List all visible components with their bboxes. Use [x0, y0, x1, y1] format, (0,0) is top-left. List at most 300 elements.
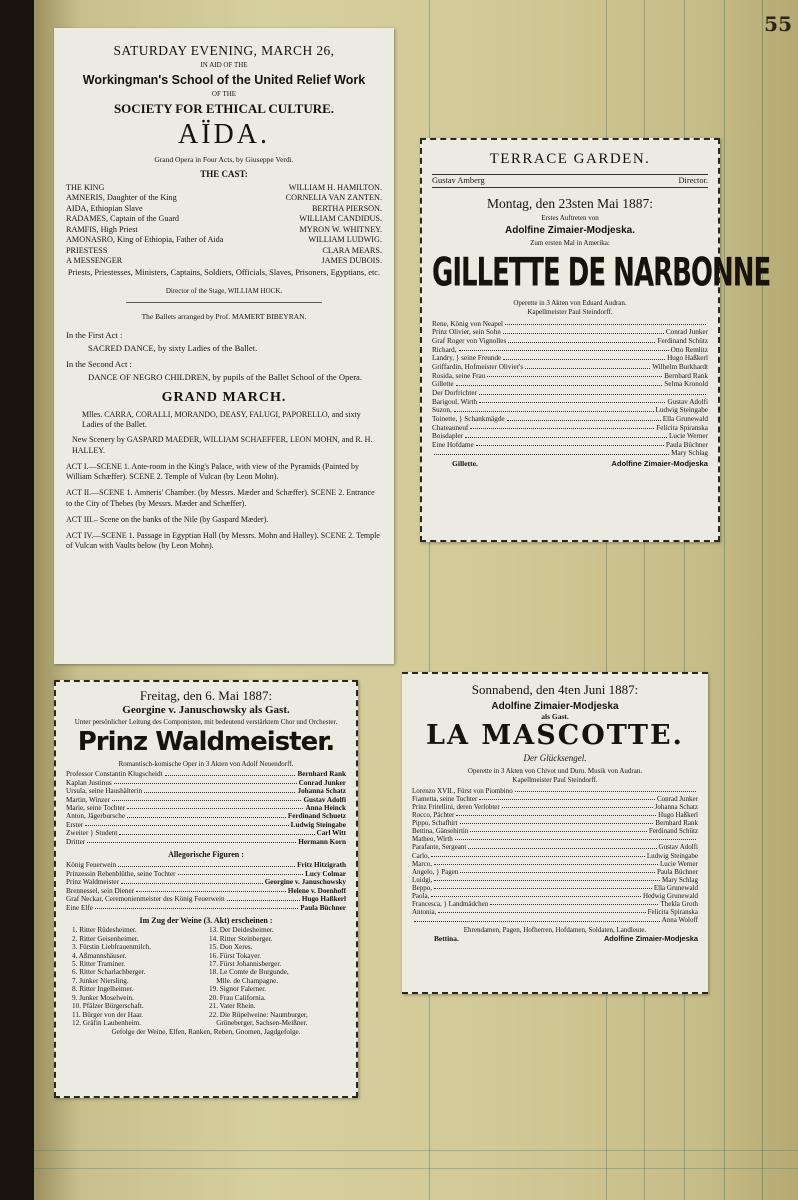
leader-dots	[503, 354, 665, 360]
cast-row	[412, 819, 698, 827]
aida-society: SOCIETY FOR ETHICAL CULTURE.	[113, 101, 335, 117]
prinz-procession: Im Zug der Weine (3. Akt) erscheinen :	[139, 916, 273, 926]
mascotte-conductor: Kapellmeister Paul Steindorff.	[512, 775, 598, 784]
cast-role: Angelo, } Pagen	[412, 867, 459, 876]
leader-dots	[121, 878, 263, 883]
prinz-waldmeister-programme	[54, 680, 358, 1098]
cast-role: Luidgi,	[412, 875, 433, 884]
leader-dots	[87, 838, 296, 843]
procession-item: 10. Pfälzer Bürgerschaft.	[72, 1002, 144, 1011]
divider	[126, 302, 322, 303]
terrace-first-time: Zum ersten Mal in Amerika:	[530, 238, 610, 247]
leader-dots	[476, 441, 664, 447]
procession-item: 9. Junker Moselwein.	[72, 993, 134, 1002]
cast-actor: Paula Büchner	[665, 440, 708, 449]
cast-row	[432, 398, 708, 407]
prinz-title: Prinz Waldmeister.	[77, 727, 335, 758]
procession-item: 20. Frau California.	[209, 993, 266, 1002]
cast-role: PRIESTESS	[66, 245, 108, 255]
mascotte-bettina-row	[412, 935, 698, 944]
cast-row	[432, 389, 708, 398]
cast-actor: Ferdinand Schütz	[648, 827, 698, 836]
cast-role: Paola,	[412, 892, 430, 901]
cast-actor: Conrad Junker	[298, 778, 346, 787]
leader-dots	[414, 916, 660, 921]
leader-dots	[460, 819, 654, 824]
cast-actor: Bernhard Rank	[297, 770, 346, 779]
prinz-subtitle: Romantisch-komische Oper in 3 Akten von Adolf Neuendorff.	[118, 760, 294, 769]
procession-item: 17. Fürst Johannisberger.	[209, 960, 282, 969]
leader-dots	[112, 796, 302, 801]
cast-row	[66, 887, 346, 895]
cast-role: Parafante, Sergeant	[412, 843, 467, 852]
procession-item: 1. Ritter Rüdesheimer.	[72, 926, 137, 935]
terrace-conductor: Kapellmeister Paul Steindorff.	[527, 308, 613, 317]
aida-scenery: New Scenery by GASPARD MAEDER, WILLIAM SCHAEFFER, LEON MOHN, and R. H. HALLEY.	[72, 435, 373, 455]
procession-item: 5. Ritter Traminer.	[72, 960, 126, 969]
leader-dots	[456, 380, 663, 386]
cast-row	[432, 441, 708, 450]
cast-actor: Hugo Haßkerl	[658, 811, 698, 820]
cast-row	[432, 372, 708, 381]
terrace-date: Montag, den 23sten Mai 1887:	[486, 196, 654, 212]
cast-row	[66, 214, 382, 225]
procession-item: Grüneberger, Sachsen-Meißner.	[209, 1019, 308, 1028]
prinz-procession-right	[209, 926, 340, 1027]
terrace-operetta: Operette in 3 Akten von Eduard Audran.	[513, 299, 627, 308]
cast-actor: Bernhard Rank	[655, 819, 698, 828]
cast-row	[66, 204, 382, 215]
cast-row	[432, 337, 708, 346]
aida-ensemble: Priests, Priestesses, Ministers, Captains, Soldiers, Officials, Slaves, Prisoners, Egyptians, etc.	[67, 267, 381, 277]
procession-item: 6. Ritter Scharlachberger.	[72, 968, 146, 977]
mascotte-title: LA MASCOTTE.	[426, 720, 684, 752]
cast-actor: Ella Grunewald	[653, 884, 698, 893]
cast-row	[412, 876, 698, 884]
cast-role: Pippo, Schafhirt	[412, 819, 458, 828]
cast-row	[66, 246, 382, 257]
leader-dots	[502, 803, 653, 808]
prinz-allegorical-list	[66, 861, 346, 912]
cast-role: Eine Elfe	[66, 903, 93, 912]
cast-actor: Felicita Spiranska	[656, 423, 708, 432]
cast-row	[66, 193, 382, 204]
terrace-manager: Gustav Amberg	[432, 176, 485, 185]
cast-row	[432, 380, 708, 389]
aida-date: SATURDAY EVENING, MARCH 26,	[113, 43, 335, 58]
prinz-date: Freitag, den 6. Mai 1887:	[139, 688, 273, 703]
cast-actor: Paula Büchner	[656, 867, 698, 876]
leader-dots	[490, 900, 658, 905]
leader-dots	[95, 904, 298, 909]
cast-role: Graf Roger von Vignolles	[432, 337, 507, 346]
leader-dots	[114, 779, 297, 784]
cast-row	[412, 852, 698, 860]
cast-role: Zweiter } Student	[66, 829, 118, 838]
cast-actor: Hedwig Grunewald	[642, 892, 698, 901]
cast-row	[66, 895, 346, 903]
cast-row	[432, 354, 708, 363]
cast-row	[412, 835, 698, 843]
cast-role: Griffardin, Hofmeister Olivier's	[432, 363, 524, 372]
cast-actor: Anna Woloff	[661, 916, 698, 925]
leader-dots	[454, 406, 654, 412]
cast-actor: Ludwig Steingabe	[655, 406, 708, 415]
cast-row	[66, 861, 346, 869]
aida-grand-march: GRAND MARCH.	[161, 390, 287, 405]
leader-dots	[165, 770, 296, 775]
mascotte-bettina-role: Bettina.	[434, 933, 459, 943]
cast-role: Kaplan Justinus	[66, 778, 112, 787]
terrace-manager-row	[432, 174, 708, 188]
cast-role: Rosida, seine Frau	[432, 371, 486, 380]
cast-row	[66, 256, 382, 267]
leader-dots	[479, 795, 655, 800]
aida-title: AÏDA.	[178, 118, 270, 150]
cast-actor: Selma Kronold	[664, 380, 708, 389]
cast-actor: Lucie Werner	[669, 432, 708, 441]
cast-row	[412, 803, 698, 811]
leader-dots	[119, 829, 314, 834]
cast-actor: Gustav Adolfi	[658, 843, 698, 852]
aida-march-text: Mlles. CARRA, CORALLI, MORANDO, DEASY, FALUGI, PAPORELLO, and sixty Ladies of the Ballet.	[82, 409, 361, 430]
procession-item: 18. Le Comte de Burgunde,	[209, 968, 289, 977]
cast-actor: Anna Heinck	[305, 804, 346, 813]
mascotte-ensemble: Ehrendamen, Pagen, Hofherren, Hofdamen, Soldaten, Landleute.	[463, 925, 647, 934]
cast-actor: WILLIAM CANDIDUS.	[299, 214, 382, 224]
aida-school: Workingman's School of the United Relief Work	[82, 73, 366, 88]
leader-dots	[470, 424, 654, 430]
cast-row	[66, 787, 346, 795]
cast-role: Beppo,	[412, 884, 433, 893]
cast-row	[66, 821, 346, 829]
cast-row	[432, 320, 708, 329]
terrace-first-appearance: Erstes Auftreten von	[541, 214, 599, 223]
cast-row	[412, 795, 698, 803]
terrace-gillette-row	[432, 459, 708, 468]
cast-actor: Lucy Colmar	[305, 869, 346, 878]
cast-row	[432, 449, 708, 458]
cast-row	[66, 829, 346, 837]
cast-role: Prinzessin Rebenblüthe, seine Tochter	[66, 869, 176, 878]
cast-role: Brennessel, sein Diener	[66, 886, 135, 895]
cast-row	[432, 363, 708, 372]
cast-actor: Thekla Groth	[660, 900, 698, 909]
gillette-programme	[420, 138, 771, 542]
aida-subtitle: Grand Opera in Four Acts, by Giuseppe Verdi.	[154, 154, 294, 164]
leader-dots	[178, 870, 304, 875]
leader-dots	[470, 827, 646, 832]
cast-actor: WILLIAM LUDWIG.	[308, 235, 382, 245]
cast-actor: Ella Grunewald	[662, 414, 708, 423]
cast-row	[66, 779, 346, 787]
cast-row	[66, 878, 346, 886]
mascotte-as-guest: als Gast.	[541, 711, 569, 721]
cast-role: Ursula, seine Haushälterin	[66, 787, 143, 796]
cast-row	[412, 827, 698, 835]
cast-role: Prinz Fritellini, deren Verlobter	[412, 802, 500, 811]
leader-dots	[431, 892, 641, 897]
leader-dots	[460, 868, 655, 873]
cast-role: Lorenzo XVII., Fürst von Piombino	[412, 786, 513, 795]
cast-role: AMNERIS, Daughter of the King	[66, 193, 177, 203]
ledger-rule	[724, 0, 725, 1200]
scrapbook-page	[34, 0, 798, 1200]
cast-role: König Feuerwein	[66, 861, 117, 870]
cast-actor: Helene v. Doenhoff	[287, 886, 346, 895]
prinz-leadership: Unter persönlicher Leitung des Componisten, mit bedeutend verstärktem Chor und Orchester.	[74, 718, 338, 727]
cast-role: Martin, Winzer	[66, 795, 110, 804]
cast-actor: Fritz Hitzigrath	[297, 861, 346, 870]
aida-cast-list	[66, 183, 382, 267]
aida-act1: ACT I.—SCENE 1. Ante-room in the King's Palace, with view of the Pyramids (Painted by William Schæffer). SCENE 2. Temple of Vulcan (by Leon Mohn).	[66, 461, 360, 482]
procession-item: 11. Bürger von der Haar.	[72, 1010, 144, 1019]
leader-dots	[507, 415, 661, 421]
leader-dots	[505, 320, 706, 326]
ledger-rule	[762, 0, 763, 1200]
cast-role: Prinz Waldmeister	[66, 878, 119, 887]
procession-item: 13. Der Deidesheimer.	[209, 926, 274, 935]
cast-role: Professor Constantin Klugscheidt	[66, 770, 163, 779]
prinz-guest: Georgine v. Januschowsky als Gast.	[122, 704, 290, 717]
cast-role: Graf Neckar, Ceremonienmeister des König Feuerwein	[66, 895, 225, 904]
cast-actor: Lucie Werner	[660, 859, 698, 868]
cast-role: Matheo, Wirth	[412, 835, 453, 844]
cast-actor: BERTHA PIERSON.	[311, 203, 382, 213]
prinz-procession-grid	[66, 926, 346, 1027]
aida-first-act: In the First Act :	[66, 330, 123, 340]
mascotte-star: Adolfine Zimaier-Modjeska	[491, 701, 619, 713]
cast-row	[66, 183, 382, 194]
procession-item: 12. Gräfin Laubenheim.	[72, 1019, 142, 1028]
cast-role: Rocco, Pächter	[412, 811, 455, 820]
cast-row	[412, 868, 698, 876]
leader-dots	[468, 843, 656, 848]
cast-role: A MESSENGER	[66, 256, 123, 266]
ledger-rule	[34, 1168, 798, 1169]
cast-role: Anton, Jägerbursche	[66, 812, 126, 821]
cast-row	[432, 432, 708, 441]
aida-cast-heading: THE CAST:	[200, 169, 248, 180]
cast-role: RAMFIS, High Priest	[66, 224, 138, 234]
terrace-star: Adolfine Zimaier-Modjeska.	[504, 224, 636, 236]
mascotte-subtitle: Der Glücksengel.	[523, 753, 587, 764]
cast-actor: Conrad Junker	[665, 328, 708, 337]
leader-dots	[479, 398, 665, 404]
cast-role: Francesca, } Landmädchen	[412, 900, 489, 909]
aida-programme	[54, 28, 394, 664]
cast-role: Marco,	[412, 859, 433, 868]
cast-role: AMONASRO, King of Ethiopia, Father of Aida	[66, 235, 224, 245]
leader-dots	[434, 884, 652, 889]
cast-row	[66, 838, 346, 846]
cast-row	[66, 870, 346, 878]
cast-actor: Mary Schlag	[662, 875, 698, 884]
cast-row	[412, 916, 698, 924]
aida-act2: ACT II.—SCENE 1. Amneris' Chamber. (by Messrs. Mæder and Schæffer). SCENE 2. Entrance to the City of Thebes (by Messrs. Mæder and Schæffer).	[66, 488, 375, 508]
cast-role: Chateauneuf	[432, 423, 469, 432]
aida-ballets: The Ballets arranged by Prof. MAMERT BIBEYRAN.	[141, 312, 307, 322]
mascotte-date: Sonnabend, den 4ten Juni 1887:	[471, 682, 639, 697]
cast-actor: Wilhelm Burkhardt	[652, 363, 708, 372]
procession-item: 21. Vater Rhein.	[209, 1002, 256, 1011]
cast-actor: Ferdinand Schütz	[657, 337, 708, 346]
procession-item: 4. Aßmannshäuser.	[72, 951, 127, 960]
prinz-cast-list	[66, 770, 346, 846]
leader-dots	[525, 363, 650, 369]
terrace-gillette-role: Gillette.	[452, 459, 478, 469]
cast-role: Toinette, } Schankmägde	[432, 414, 505, 423]
leader-dots	[455, 835, 696, 840]
cast-actor: Conrad Junker	[656, 794, 698, 803]
cast-role: Dritter	[66, 837, 86, 846]
cast-actor: Bernhard Rank	[664, 371, 708, 380]
leader-dots	[434, 876, 660, 881]
cast-role: Barigoul, Wirth	[432, 397, 478, 406]
cast-role: Suzon,	[432, 406, 452, 415]
leader-dots	[127, 804, 303, 809]
cast-role: Carlo,	[412, 851, 430, 860]
cast-role: Marie, seine Tochter	[66, 804, 126, 813]
terrace-title: TERRACE GARDEN.	[489, 151, 651, 167]
procession-item: 15. Don Xeres.	[209, 943, 253, 952]
leader-dots	[127, 812, 286, 817]
terrace-gillette-actor: Adolfine Zimaier-Modjeska	[611, 459, 708, 469]
aida-sacred-dance: SACRED DANCE, by sixty Ladies of the Ballet.	[88, 343, 258, 353]
leader-dots	[515, 787, 696, 792]
leader-dots	[487, 372, 662, 378]
cast-row	[66, 812, 346, 820]
aida-of-the: OF THE	[211, 90, 237, 99]
cast-row	[66, 804, 346, 812]
leader-dots	[434, 449, 669, 455]
cast-actor: Ferdinand Schuetz	[287, 812, 346, 821]
cast-row	[66, 904, 346, 912]
aida-second-act: In the Second Act :	[66, 359, 132, 369]
cast-role: Boisdapler	[432, 432, 464, 441]
procession-item: 19. Signor Falerner.	[209, 985, 267, 994]
cast-row	[412, 787, 698, 795]
cast-actor: Mary Schlag	[671, 449, 708, 458]
cast-actor: JAMES DUBOIS.	[321, 256, 382, 266]
cast-actor: Gustav Adolfi	[303, 795, 346, 804]
aida-director: Director of the Stage, WILLIAM HOCK.	[165, 287, 283, 296]
aida-in-aid-of: IN AID OF THE	[200, 61, 248, 70]
ledger-rule	[34, 1150, 798, 1151]
cast-row	[432, 424, 708, 433]
procession-item: 2. Ritter Geisenheimer.	[72, 934, 139, 943]
cast-row	[66, 225, 382, 236]
leader-dots	[227, 895, 300, 900]
terrace-work-title: GILLETTE DE NARBONNE	[432, 251, 771, 297]
leader-dots	[118, 861, 295, 866]
cast-row	[412, 892, 698, 900]
leader-dots	[434, 860, 658, 865]
cast-actor: Hermann Korn	[298, 837, 346, 846]
cast-actor: WILLIAM H. HAMILTON.	[288, 182, 382, 192]
prinz-procession-left	[72, 926, 203, 1027]
leader-dots	[459, 346, 669, 352]
cast-row	[66, 796, 346, 804]
aida-act3: ACT III.– Scene on the banks of the Nile (by Gaspard Mæder).	[66, 514, 269, 524]
cast-role: AIDA, Ethiopian Slave	[66, 203, 143, 213]
cast-row	[412, 843, 698, 851]
procession-item: Mlle. de Champagne.	[209, 976, 279, 985]
cast-actor: MYRON W. WHITNEY.	[299, 224, 382, 234]
procession-item: 7. Junker Niersling.	[72, 976, 129, 985]
leader-dots	[144, 787, 295, 792]
procession-item: 14. Ritter Steinberger.	[209, 934, 273, 943]
leader-dots	[465, 432, 667, 438]
cast-role: Gillette	[432, 380, 454, 389]
leader-dots	[136, 887, 286, 892]
cast-role: Antonia,	[412, 908, 437, 917]
cast-role: Bettina, Gänsehirtin	[412, 827, 469, 836]
cast-row	[412, 908, 698, 916]
cast-actor: Hugo Haßkerl	[301, 895, 346, 904]
page-number: 55	[764, 12, 792, 36]
leader-dots	[85, 821, 289, 826]
cast-actor: Georgine v. Januschowsky	[264, 878, 346, 887]
leader-dots	[508, 337, 655, 343]
cast-actor: Felicita Spiranska	[647, 908, 698, 917]
prinz-allegorical: Allegorische Figuren :	[168, 850, 244, 860]
cast-row	[66, 770, 346, 778]
cast-row	[432, 346, 708, 355]
cast-role: Der Dorfrichter	[432, 388, 477, 397]
cast-actor: Ludwig Steingabe	[646, 851, 698, 860]
cast-actor: Otto Remlitz	[670, 345, 708, 354]
cast-row	[432, 415, 708, 424]
aida-act4: ACT IV.—SCENE 1. Passage in Egyptian Hall (by Messrs. Mohn and Halley). SCENE 2. Temple of Vulcan with Vaults below (by Leon Mohn).	[66, 531, 380, 551]
cast-row	[412, 884, 698, 892]
cast-role: Prinz Olivier, sein Sohn	[432, 328, 501, 337]
procession-item: 16. Fürst Tokayer.	[209, 951, 262, 960]
cast-actor: CORNELIA VAN ZANTEN.	[285, 193, 382, 203]
cast-role: Rene, König von Neapel	[432, 319, 504, 328]
cast-row	[412, 860, 698, 868]
cast-role: RADAMES, Captain of the Guard	[66, 214, 180, 224]
cast-row	[66, 235, 382, 246]
cast-role: THE KING	[66, 182, 105, 192]
cast-actor: Hugo Haßkerl	[667, 354, 708, 363]
cast-role: Richard,	[432, 345, 457, 354]
cast-actor: Gustav Adolfi	[667, 397, 708, 406]
leader-dots	[456, 811, 656, 816]
mascotte-cast-list	[412, 787, 698, 925]
procession-item: 8. Ritter Ingelheimer.	[72, 985, 134, 994]
cast-role: Erster	[66, 820, 84, 829]
mascotte-bettina-actor: Adolfine Zimaier-Modjeska	[603, 933, 698, 943]
terrace-cast-list	[432, 320, 708, 458]
cast-actor: Johanna Schatz	[297, 787, 346, 796]
terrace-director: Director.	[678, 176, 708, 185]
aida-negro-dance: DANCE OF NEGRO CHILDREN, by pupils of the Ballet School of the Opera.	[88, 372, 363, 382]
cast-row	[432, 406, 708, 415]
cast-actor: Johanna Schatz	[654, 802, 698, 811]
cast-actor: Paula Büchner	[300, 903, 346, 912]
leader-dots	[431, 852, 645, 857]
mascotte-programme	[402, 672, 708, 994]
cast-role: Eine Hofdame	[432, 440, 474, 449]
cast-role: Fiametta, seine Tochter	[412, 794, 478, 803]
procession-item: 22. Die Rüpelweine: Naumburger,	[209, 1010, 308, 1019]
procession-item: 3. Fürstin Liebfrauenmilch.	[72, 943, 152, 952]
cast-role: Landry, } seine Freunde	[432, 354, 502, 363]
cast-actor: CLARA MEARS.	[322, 245, 382, 255]
leader-dots	[438, 908, 645, 913]
leader-dots	[503, 328, 664, 334]
